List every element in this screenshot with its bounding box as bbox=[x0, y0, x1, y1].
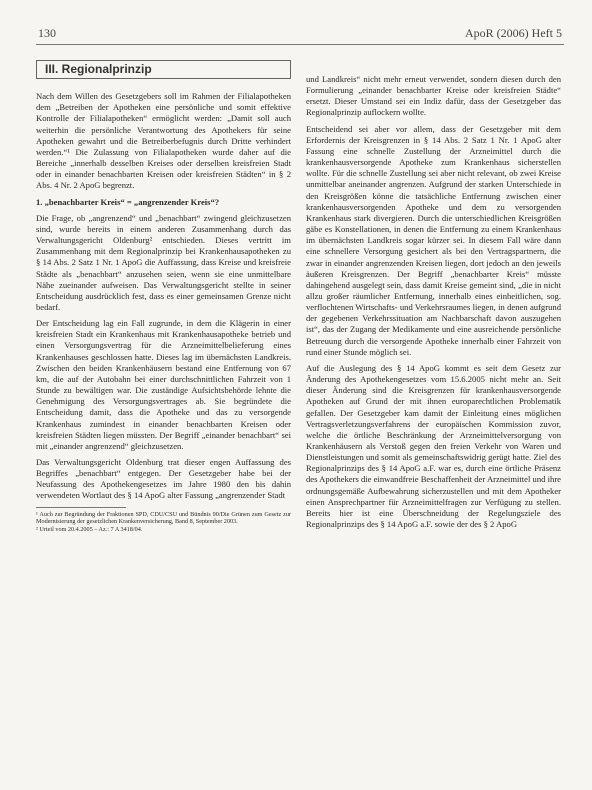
section-title: III. Regionalprinzip bbox=[36, 60, 291, 79]
paragraph: Die Frage, ob „angrenzend“ und „benachbart“ zwingend gleichzusetzen sind, wurde bereits in einem anderen Zusammenhang durch das Verwaltungsgericht Oldenburg² entschieden. Dieses vertritt im Zusammenhang mit dem Regionalprinzip bei Krankenhausapotheken zu § 14 Abs. 2 Satz 1 Nr. 1 ApoG die Auffassung, dass Kreise und kreisfreie Städte als „benachbart“ anzusehen seien, wenn sie eine unmittelbare Nähe zueinander aufweisen. Das Verwaltungsgericht stellte in seiner Entscheidung ausdrücklich fest, dass es einer gemeinsamen Grenze nicht bedarf. bbox=[36, 212, 291, 312]
subheading: 1. „benachbarter Kreis“ = „angrenzender Kreis“? bbox=[36, 196, 220, 207]
page-header bbox=[38, 26, 562, 42]
intro-paragraph: Nach dem Willen des Gesetzgebers soll im Rahmen der Filialapotheken dem „Betreiben der Apotheken eine persönliche und somit effektive Kontrolle der Filialapotheken“ ermöglicht werden: „Damit soll auch weiterhin die persönliche Verantwortung des Apothekers für seine Apotheken gewahrt und die Betreiberbefugnis durch Dritte verhindert werden.“¹ Die Zulassung von Filialapotheken wurde daher auf die Bereiche „innerhalb desselben Kreises oder derselben kreisfreien Stadt oder in einander benachbarten Kreisen oder kreisfreien Städten“ in § 2 Abs. 4 Nr. 2 ApoG begrenzt. bbox=[36, 91, 291, 191]
paragraph: und Landkreis“ nicht mehr erneut verwendet, sondern diesen durch den Formulierung „einander benachbarter Kreise oder kreisfreien Städte“ ersetzt. Dieser Umstand sei ein Indiz dafür, dass der Gesetzgeber das Regionalprinzip auflockern wollte. bbox=[306, 74, 561, 118]
paragraph: Auf die Auslegung des § 14 ApoG kommt es seit dem Gesetz zur Änderung des Apothekengesetzes vom 15.6.2005 nicht mehr an. Seit dieser Änderung sind die Kreisgrenzen für krankenhausversorgende Apotheken auf Grund der mit ihnen europarechtlichen Problematik gefallen. Der Gesetzgeber kam damit der Einleitung eines möglichen Vertragsverletzungsverfahrens der europäischen Kommission zuvor, welche die örtliche Beschränkung der Arzneimittelversorgung von Krankenhäusern als Verstoß gegen den freien Verkehr von Waren und Dienstleistungen und somit als gemeinschaftswidrig gerügt hatte. Ziel des Regionalprinzips des § 14 ApoG a.F. war es, durch eine örtliche Präsenz des Apothekers die einwandfreie Beschaffenheit der Arzneimittel und ihre ordnungsgemäße Aufbewahrung sicherzustellen und mit dem Apotheker einen Ansprechpartner für Arzneimittelfragen zur Verfügung zu stellen. Bereits hier ist eine Überschneidung der Regelungsziele des Regionalprinzips des § 14 ApoG a.F. sowie der des § 2 ApoG bbox=[306, 362, 561, 530]
footnotes bbox=[36, 511, 291, 534]
footnote-rule bbox=[36, 507, 126, 508]
paragraph: Entscheidend sei aber vor allem, dass der Gesetzgeber mit dem Erfordernis der Kreisgrenzen in § 14 Abs. 2 Satz 1 Nr. 1 ApoG alter Fassung eine schnelle Zustellung der Arzneimittel durch die krankenhausversorgende Apotheke zum Krankenhaus sicherstellen wollte. Für die schnelle Zustellung sei aber nicht relevant, ob zwei Kreise unmittelbar aneinander angrenzen. Aufgrund der starken Unterschiede in den Kreisgrößen könne die tatsächliche Entfernung zwischen einer krankenhausversorgenden Apotheke und dem zu versorgenden Krankenhaus stark divergieren. Durch die unterschiedlichen Kreisgrößen gäbe es Konstellationen, in denen die Entfernung zu einem Krankenhaus im übernächsten Landkreis sogar kürzer sei. In diesem Fall wäre dann eine schnellere Versorgung gesichert als bei den Vertragspartnern, die zwar in einander angrenzenden Kreisen liegen, dort jedoch an den jeweils äußeren Kreisgrenzen. Der Begriff „benachbarter Kreis“ müsste dahingehend ausgelegt sein, dass damit Kreise gemeint sind, „die in nicht allzu großer räumlicher Entfernung, innerhalb eines einheitlichen, sog. verflochtenen Wirtschafts- und Verkehrsraumes liegen, in denen aufgrund der gegebenen Verkehrssituation am Nachbarschaft davon auszugehen ist“, das der Zugang der Medikamente und eine ausreichende persönliche Betreuung durch die versorgende Apotheke innerhalb einer Fahrzeit von rund einer Stunde möglich sei. bbox=[306, 123, 561, 357]
page-number: 130 bbox=[38, 26, 56, 40]
right-column bbox=[306, 74, 561, 535]
footnote: ² Urteil vom 20.4.2005 – Az.: 7 A 3418/04. bbox=[36, 526, 143, 534]
footnote: ¹ Auch zur Begründung der Fraktionen SPD, CDU/CSU und Bündnis 90/Die Grünen zum Gesetz zur Modernisierung der gesetzlichen Krankenversicherung, Band 8, September 2003. bbox=[36, 510, 291, 526]
header-rule bbox=[36, 44, 564, 45]
paragraph: Der Entscheidung lag ein Fall zugrunde, in dem die Klägerin in einer kreisfreien Stadt ein Krankenhaus mit Krankenhausapotheke betrieb und einen Versorgungsvertrag für die Arzneimittelbelieferung eines Krankenhauses geschlossen hatte. Dieses lag im übernächsten Landkreis. Zwischen den beiden Krankenhäusern bestand eine Entfernung von 67 km, die auf der Autobahn bei einer durchschnittlichen Fahrzeit von 1 Stunde zu bewältigen war. Die zuständige Aufsichtsbehörde lehnte die Genehmigung des Versorgungsvertrages ab. Sie begründete die Entscheidung damit, dass die Apotheke und das zu versorgende Krankenhaus zumindest in einander benachbarten Kreisen oder kreisfreien Städten liegen müssten. Der Begriff „einander benachbart“ sei mit „einander angrenzend“ gleichzusetzen. bbox=[36, 318, 291, 451]
paragraph: Das Verwaltungsgericht Oldenburg trat dieser engen Auffassung des Begriffes „benachbart“ entgegen. Der Gesetzgeber habe bei der Neufassung des Apothekengesetzes im Jahre 1980 den bis dahin verwendeten Wortlaut des § 14 ApoG alter Fassung „angrenzender Stadt bbox=[36, 457, 291, 501]
left-column bbox=[36, 60, 291, 535]
journal-reference: ApoR (2006) Heft 5 bbox=[465, 26, 562, 40]
